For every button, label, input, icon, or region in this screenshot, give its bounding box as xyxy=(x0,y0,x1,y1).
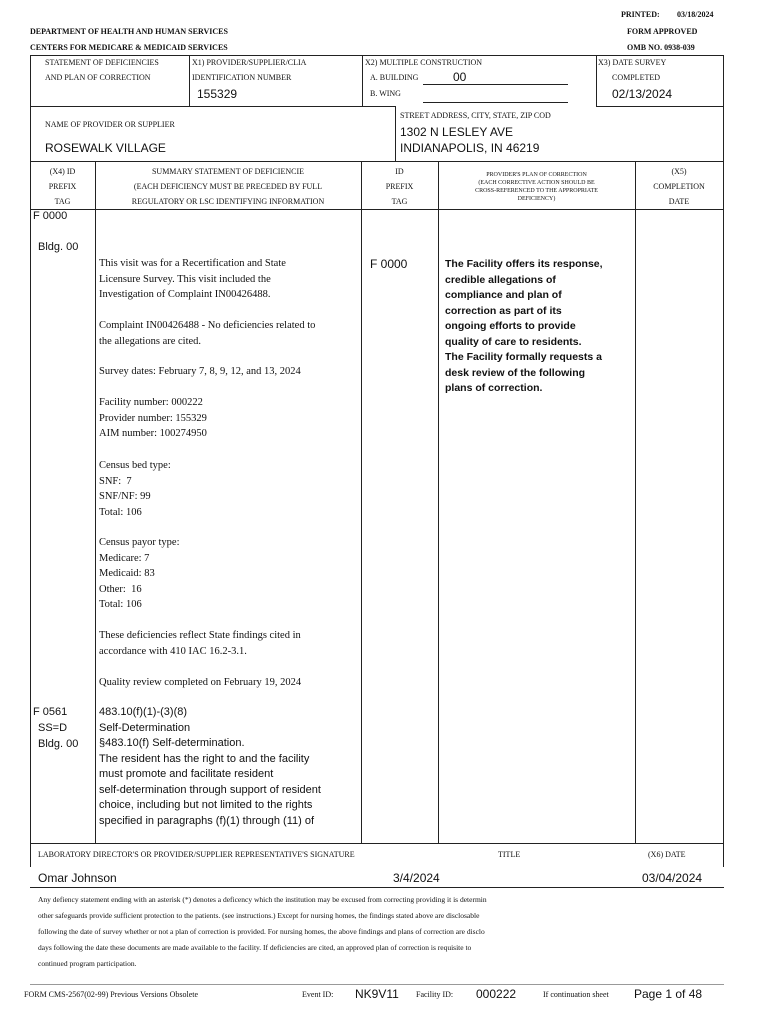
poc-id-tag: F 0000 xyxy=(370,257,408,271)
scope-severity: SS=D xyxy=(38,722,68,734)
event-id-value: NK9V11 xyxy=(355,987,399,1001)
provider-name-label: NAME OF PROVIDER OR SUPPLIER xyxy=(45,120,175,129)
x5-header-3: DATE xyxy=(668,197,690,206)
summary-header-2: (EACH DEFICIENCY MUST BE PRECEDED BY FULL xyxy=(133,182,323,191)
disclaimer-line-1: Any defiency statement ending with an asterisk (*) denotes a deficency which the institution may be excused from correcting providing it is determin xyxy=(38,895,487,904)
wing-label: B. WING xyxy=(370,89,401,98)
id-header-3: TAG xyxy=(391,197,408,206)
x5-header-1: (X5) xyxy=(671,167,687,176)
bldg-00-first: Bldg. 00 xyxy=(38,241,79,253)
x1-label-2: IDENTIFICATION NUMBER xyxy=(192,73,292,82)
printed-date: 03/18/2024 xyxy=(677,10,714,19)
summary-quality-review: Quality review completed on February 19, 2024 xyxy=(99,677,302,688)
poc-response-text: The Facility offers its response, credible allegations of compliance and plan of correction as part of its ongoing efforts to provide quality of care to residents. The Facility formally requests a desk review of the following plans of correction. xyxy=(445,258,603,394)
x1-label-1: X1) PROVIDER/SUPPLIER/CLIA xyxy=(192,58,307,67)
omb-number: OMB NO. 0938-039 xyxy=(627,43,695,52)
tag-f0000: F 0000 xyxy=(33,210,68,222)
disclaimer-line-5: continued program participation. xyxy=(38,959,137,968)
printed-label: PRINTED: xyxy=(621,10,660,19)
signature-date: 3/4/2024 xyxy=(393,871,440,885)
signer-name: Omar Johnson xyxy=(38,871,117,885)
form-approved: FORM APPROVED xyxy=(627,27,698,36)
summary-census-bed: Census bed type: SNF: 7 SNF/NF: 99 Total: 106 xyxy=(99,460,171,518)
x6-date-label: (X6) DATE xyxy=(648,850,686,859)
summary-survey-dates: Survey dates: February 7, 8, 9, 12, and 13, 2024 xyxy=(99,366,301,377)
summary-header-3: REGULATORY OR LSC IDENTIFYING INFORMATION xyxy=(131,197,325,206)
summary-header-1: SUMMARY STATEMENT OF DEFICIENCIE xyxy=(151,167,305,176)
summary-visit-paragraph: This visit was for a Recertification and State Licensure Survey. This visit included the Investigation of Complaint IN00426488. xyxy=(99,258,286,300)
summary-facility-numbers: Facility number: 000222 Provider number: 155329 AIM number: 100274950 xyxy=(99,397,207,439)
poc-header-1: PROVIDER'S PLAN OF CORRECTION xyxy=(486,172,587,178)
tag-f0561: F 0561 xyxy=(33,706,68,718)
facility-id-value: 000222 xyxy=(476,987,517,1001)
signature-label: LABORATORY DIRECTOR'S OR PROVIDER/SUPPLIER REPRESENTATIVE'S SIGNATURE xyxy=(38,850,355,859)
department-title: DEPARTMENT OF HEALTH AND HUMAN SERVICES xyxy=(30,27,228,36)
x4-header-1: (X4) ID xyxy=(49,167,76,176)
page-number: Page 1 of 48 xyxy=(634,987,703,1001)
title-label: TITLE xyxy=(498,850,521,859)
summary-census-payor: Census payor type: Medicare: 7 Medicaid: 83 Other: 16 Total: 106 xyxy=(99,537,180,610)
summary-state-findings: These deficiencies reflect State findings cited in accordance with 410 IAC 16.2-3.1. xyxy=(99,630,301,657)
x5-header-2: COMPLETION xyxy=(653,182,705,191)
centers-title: CENTERS FOR MEDICARE & MEDICAID SERVICES xyxy=(30,43,228,52)
x4-header-2: PREFIX xyxy=(48,182,77,191)
id-header-2: PREFIX xyxy=(385,182,414,191)
disclaimer-line-2: other safeguards provide sufficient protection to the patients. (see instructions.) Except for nursing homes, the findings stated above are disclosable xyxy=(38,911,480,920)
address-line-1: 1302 N LESLEY AVE xyxy=(400,125,513,139)
id-header-1: ID xyxy=(395,167,404,176)
statement-label-2: AND PLAN OF CORRECTION xyxy=(45,73,151,82)
survey-date-value: 02/13/2024 xyxy=(612,87,673,101)
continuation-label: If continuation sheet xyxy=(543,990,609,999)
address-line-2: INDIANAPOLIS, IN 46219 xyxy=(400,141,540,155)
bldg-00-second: Bldg. 00 xyxy=(38,738,79,750)
facility-id-label: Facility ID: xyxy=(416,990,454,999)
building-value: 00 xyxy=(453,70,467,84)
provider-name-value: ROSEWALK VILLAGE xyxy=(45,141,166,155)
statement-label-1: STATEMENT OF DEFICIENCIES xyxy=(45,58,159,67)
x3-label-2: COMPLETED xyxy=(612,73,660,82)
disclaimer-line-3: following the date of survey whether or not a plan of correction is provided. For nursing homes, the above findings and plans of correction are disclo xyxy=(38,927,485,936)
x2-label: X2) MULTIPLE CONSTRUCTION xyxy=(365,58,483,67)
poc-header-4: DEFICIENCY) xyxy=(517,196,556,202)
f561-regulation-text: 483.10(f)(1)-(3)(8) Self-Determination §483.10(f) Self-determination. The resident has the right to and the facility must promote and facilitate resident self-determination through support of resident choice, including but not limited to the rights specified in paragraphs (f)(1) through (11) of xyxy=(99,706,321,827)
form-number: FORM CMS-2567(02-99) Previous Versions Obsolete xyxy=(24,990,199,999)
x4-header-3: TAG xyxy=(54,197,71,206)
provider-id-value: 155329 xyxy=(197,87,238,101)
poc-header-3: CROSS-REFERENCED TO THE APPROPRIATE xyxy=(475,188,598,194)
disclaimer-line-4: days following the date these documents are made available to the facility. If deficiencies are cited, an approved plan of correction is requisite to xyxy=(38,943,472,952)
x3-label-1: X3) DATE SURVEY xyxy=(598,58,667,67)
x6-date-value: 03/04/2024 xyxy=(642,871,703,885)
address-label: STREET ADDRESS, CITY, STATE, ZIP COD xyxy=(400,111,551,120)
poc-header-2: (EACH CORRECTIVE ACTION SHOULD BE xyxy=(478,180,595,186)
event-id-label: Event ID: xyxy=(302,990,334,999)
summary-complaint-paragraph: Complaint IN00426488 - No deficiencies related to the allegations are cited. xyxy=(99,320,316,347)
building-label: A. BUILDING xyxy=(370,73,419,82)
